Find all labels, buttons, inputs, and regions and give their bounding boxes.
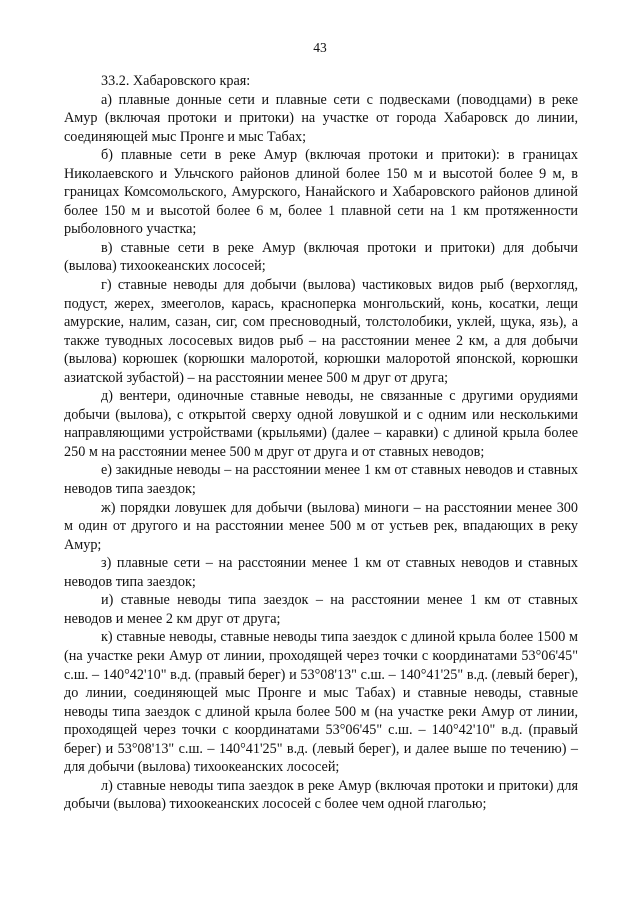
paragraph-v: в) ставные сети в реке Амур (включая протоки и притоки) для добычи (вылова) тихоокеанских лососей; (64, 239, 578, 275)
paragraph-l: л) ставные неводы типа заездок в реке Амур (включая протоки и притоки) для добычи (вылова) тихоокеанских лососей с более чем одной глаголью; (64, 777, 578, 813)
paragraph-z: з) плавные сети – на расстоянии менее 1 км от ставных неводов и ставных неводов типа заездок; (64, 555, 578, 590)
paragraph-g: г) ставные неводы для добычи (вылова) частиковых видов рыб (верхогляд, подуст, жерех, змееголов, карась, красноперка монгольский, конь, косатки, лещи амурские, налим, сазан, сиг, сом пресноводный, толстолобики, уклей, щука, язь), а также туводных лососевых видов рыб – на расстоянии менее 2 км, а для добычи (вылова) корюшек (корюшки малоротой, корюшки малоротой японской, корюшки азиатской зубастой) – на расстоянии менее 500 м друг от друга; (64, 277, 578, 386)
document-body (64, 72, 578, 814)
paragraph-zh: ж) порядки ловушек для добычи (вылова) миноги – на расстоянии менее 300 м один от другого и на расстоянии менее 500 м от устьев рек, впадающих в реку Амур; (64, 499, 578, 553)
paragraph-a: а) плавные донные сети и плавные сети с подвесками (поводцами) в реке Амур (включая протоки и притоки) на участке от города Хабаровск до линии, соединяющей мыс Пронге и мыс Табах; (64, 91, 578, 145)
paragraph-d: д) вентери, одиночные ставные неводы, не связанные с другими орудиями добычи (вылова), с открытой сверху одной ловушкой и с одним или несколькими направляющими устройствами (крыльями) (далее – каравки) с длиной крыла более 250 м на расстоянии менее 500 м друг от друга и от ставных неводов; (64, 388, 578, 460)
paragraph-k: к) ставные неводы, ставные неводы типа заездок с длиной крыла более 1500 м (на участке реки Амур от линии, проходящей через точки с координатами 53°06'45" с.ш. – 140°42'10" в.д. (правый берег) и 53°08'13" с.ш. – 140°41'25" в.д. (левый берег), до линии, соединяющей мыс Пронге и мыс Табах) и ставные неводы, ставные неводы типа заездок с длиной крыла более 500 м (на участке реки Амур от линии, проходящей через точки с координатами 53°06'45" с.ш. – 140°42'10" в.д. (правый берег) и 53°08'13" с.ш. – 140°41'25" в.д. (левый берег), и далее выше по течению) – для добычи (вылова) тихоокеанских лососей; (64, 629, 578, 776)
paragraph-e: е) закидные неводы – на расстоянии менее 1 км от ставных неводов и ставных неводов типа заездок; (64, 462, 578, 498)
paragraph-b: б) плавные сети в реке Амур (включая протоки и притоки): в границах Николаевского и Ульчского районов длиной более 150 м и высотой более 9 м, в границах Комсомольского, Амурского, Нанайского и Хабаровского районов длиной более 150 м и высотой более 6 м, более 1 плавной сети на 1 км протяженности рыболовного участка; (64, 147, 578, 238)
page-number: 43 (313, 40, 327, 55)
paragraph-i: и) ставные неводы типа заездок – на расстоянии менее 1 км от ставных неводов и менее 2 км друг от друга; (64, 592, 578, 627)
section-heading: 33.2. Хабаровского края: (101, 73, 251, 89)
